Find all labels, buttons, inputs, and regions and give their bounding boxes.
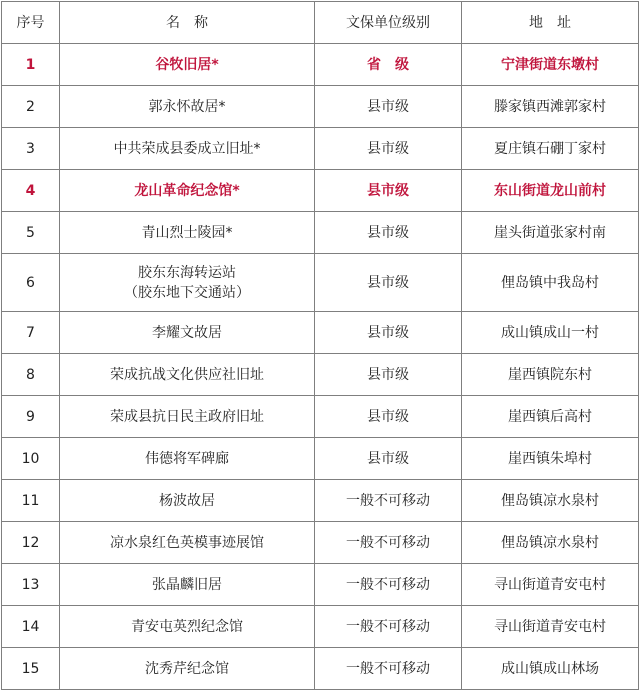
cell-address: 俚岛镇凉水泉村 [462, 480, 639, 522]
cell-level: 省 级 [315, 44, 462, 86]
cell-index: 15 [2, 648, 60, 690]
header-address: 地 址 [462, 2, 639, 44]
cell-index: 2 [2, 86, 60, 128]
cell-index: 11 [2, 480, 60, 522]
cell-address: 崖头街道张家村南 [462, 212, 639, 254]
cell-address: 崖西镇朱埠村 [462, 438, 639, 480]
table-row [2, 170, 639, 212]
cell-index: 14 [2, 606, 60, 648]
table-row [2, 312, 639, 354]
cell-name: 谷牧旧居* [60, 44, 315, 86]
cell-index: 4 [2, 170, 60, 212]
header-name: 名 称 [60, 2, 315, 44]
cell-index: 10 [2, 438, 60, 480]
cell-level: 县市级 [315, 212, 462, 254]
cell-address: 寻山街道青安屯村 [462, 564, 639, 606]
cell-index: 5 [2, 212, 60, 254]
table-row [2, 212, 639, 254]
table-body [2, 44, 639, 690]
cell-name: 中共荣成县委成立旧址* [60, 128, 315, 170]
cell-index: 13 [2, 564, 60, 606]
cell-index: 7 [2, 312, 60, 354]
cell-level: 县市级 [315, 312, 462, 354]
cell-address: 成山镇成山林场 [462, 648, 639, 690]
table-row [2, 606, 639, 648]
cell-index: 1 [2, 44, 60, 86]
cell-name: 青山烈士陵园* [60, 212, 315, 254]
cell-address: 俚岛镇中我岛村 [462, 254, 639, 312]
cell-level: 一般不可移动 [315, 564, 462, 606]
table-row [2, 648, 639, 690]
cell-level: 一般不可移动 [315, 480, 462, 522]
cell-name: 李耀文故居 [60, 312, 315, 354]
table-row [2, 354, 639, 396]
cell-index: 9 [2, 396, 60, 438]
table-row [2, 128, 639, 170]
cell-address: 夏庄镇石硼丁家村 [462, 128, 639, 170]
table-row [2, 396, 639, 438]
cell-level: 一般不可移动 [315, 522, 462, 564]
cell-address: 崖西镇院东村 [462, 354, 639, 396]
header-level: 文保单位级别 [315, 2, 462, 44]
cell-name [60, 254, 315, 312]
cell-level: 县市级 [315, 254, 462, 312]
cell-level: 县市级 [315, 396, 462, 438]
cell-name-line1: 胶东东海转运站 [138, 264, 236, 281]
table-row [2, 254, 639, 312]
table-row [2, 44, 639, 86]
cell-name: 张晶麟旧居 [60, 564, 315, 606]
cell-level: 县市级 [315, 170, 462, 212]
cell-index: 3 [2, 128, 60, 170]
cell-name-line2: （胶东地下交通站） [124, 284, 250, 301]
header-row [2, 2, 639, 44]
table-row [2, 522, 639, 564]
cell-address: 宁津街道东墩村 [462, 44, 639, 86]
cell-address: 寻山街道青安屯村 [462, 606, 639, 648]
cell-address: 东山街道龙山前村 [462, 170, 639, 212]
cell-level: 县市级 [315, 438, 462, 480]
table-row [2, 564, 639, 606]
cell-name: 凉水泉红色英模事迹展馆 [60, 522, 315, 564]
cell-level: 一般不可移动 [315, 648, 462, 690]
cell-name: 郭永怀故居* [60, 86, 315, 128]
cell-address: 滕家镇西滩郭家村 [462, 86, 639, 128]
cell-name: 荣成抗战文化供应社旧址 [60, 354, 315, 396]
cell-address: 俚岛镇凉水泉村 [462, 522, 639, 564]
cell-level: 县市级 [315, 86, 462, 128]
table-row [2, 480, 639, 522]
cell-index: 12 [2, 522, 60, 564]
cell-address: 崖西镇后高村 [462, 396, 639, 438]
cell-level: 一般不可移动 [315, 606, 462, 648]
cell-name: 荣成县抗日民主政府旧址 [60, 396, 315, 438]
cell-name: 伟德将军碑廊 [60, 438, 315, 480]
table-row [2, 438, 639, 480]
cell-name: 龙山革命纪念馆* [60, 170, 315, 212]
table-row [2, 86, 639, 128]
header-index: 序号 [2, 2, 60, 44]
cell-index: 6 [2, 254, 60, 312]
cell-level: 县市级 [315, 354, 462, 396]
cell-name: 杨波故居 [60, 480, 315, 522]
cell-address: 成山镇成山一村 [462, 312, 639, 354]
cell-level: 县市级 [315, 128, 462, 170]
cell-index: 8 [2, 354, 60, 396]
heritage-table [1, 1, 639, 690]
cell-name: 沈秀芹纪念馆 [60, 648, 315, 690]
cell-name: 青安屯英烈纪念馆 [60, 606, 315, 648]
